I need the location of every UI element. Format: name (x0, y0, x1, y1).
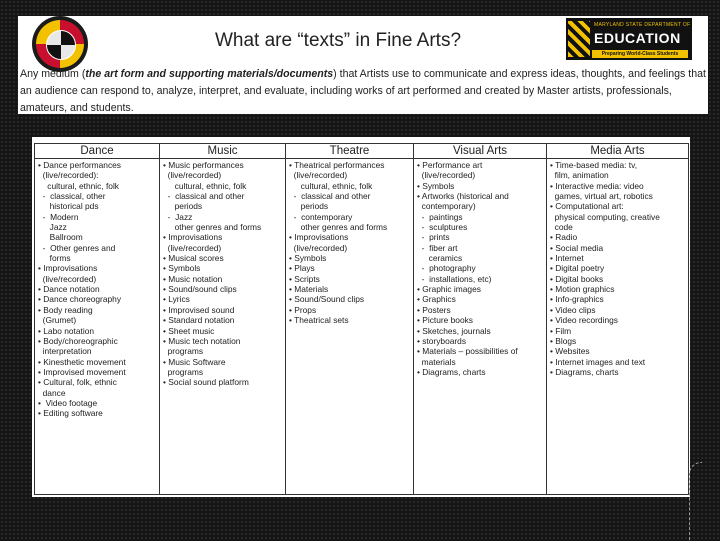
list-item: • Symbols (163, 263, 201, 274)
list-item: • Music tech notation (163, 335, 241, 346)
definition-text (20, 66, 706, 117)
list-item: dance (38, 387, 66, 398)
list-item: • Graphics (417, 294, 456, 305)
list-item: - classical and other (289, 191, 371, 202)
list-item: • Sound/Sound clips (289, 294, 365, 305)
list-item: periods (289, 201, 329, 212)
list-item: • Sheet music (163, 325, 215, 336)
decorative-corner-line (689, 462, 702, 541)
maryland-seal-logo (32, 16, 88, 72)
column-heading-theatre: Theatre (286, 144, 414, 159)
column-heading-visual-arts: Visual Arts (414, 144, 547, 159)
list-item: • Motion graphics (550, 284, 615, 295)
list-item: other genres and forms (289, 222, 388, 233)
list-item: - contemporary (289, 211, 353, 222)
list-item: - classical and other (163, 191, 245, 202)
list-item: periods (163, 201, 203, 212)
list-item: • Digital poetry (550, 263, 605, 274)
msde-stripes-icon (568, 21, 590, 57)
list-item: • Video clips (550, 304, 596, 315)
list-item: • Info-graphics (550, 294, 604, 305)
list-item: • Theatrical sets (289, 315, 349, 326)
list-item: • Social sound platform (163, 377, 249, 388)
list-item: - sculptures (417, 222, 468, 233)
msde-logo-top-text: MARYLAND STATE DEPARTMENT OF (594, 22, 691, 28)
list-item: • Theatrical performances (289, 160, 385, 170)
dance-cell (35, 159, 160, 495)
list-item: • Posters (417, 304, 451, 315)
list-item: (live/recorded) (289, 170, 348, 181)
list-item: • Props (289, 304, 317, 315)
list-item: forms (38, 253, 71, 264)
list-item: • Materials (289, 284, 329, 295)
list-item: (live/recorded) (38, 273, 97, 284)
list-item: • Standard notation (163, 315, 235, 326)
list-item: • Kinesthetic movement (38, 356, 126, 367)
list-item: • Film (550, 325, 572, 336)
list-item: code (550, 222, 573, 233)
table-header-row (35, 144, 689, 159)
header-panel (18, 16, 708, 114)
list-item: • Radio (550, 232, 578, 243)
media-arts-cell (547, 159, 689, 495)
list-item: (live/recorded) (417, 170, 476, 181)
list-item: • Plays (289, 263, 315, 274)
table-panel (32, 137, 690, 497)
list-item: • Dance notation (38, 284, 100, 295)
list-item: • Music performances (163, 160, 244, 170)
definition-part-3: ) that Artists use to communicate and express ideas, thoughts, and feelings that an audience can respond to, analyze, interpret, and evaluate, including works of art performed and created by Master artists, professionals, amateurs, and students. (20, 68, 706, 114)
list-item: Ballroom (38, 232, 83, 243)
list-item: - Other genres and (38, 242, 116, 253)
list-item: - Modern (38, 211, 79, 222)
list-item: other genres and forms (163, 222, 262, 233)
list-item: • Social media (550, 242, 604, 253)
list-item: • Interactive media: video (550, 180, 644, 191)
list-item: • Picture books (417, 315, 473, 326)
list-item: (live/recorded) (163, 170, 222, 181)
list-item: programs (163, 366, 204, 377)
list-item: film, animation (550, 170, 609, 181)
list-item: • Internet images and text (550, 356, 646, 367)
list-item: • Music notation (163, 273, 223, 284)
list-item: programs (163, 346, 204, 357)
list-item: • Graphic images (417, 284, 481, 295)
list-item: • Computational art: (550, 201, 624, 212)
list-item: ceramics (417, 253, 463, 264)
msde-logo (566, 18, 692, 60)
list-item: • Artworks (historical and (417, 191, 509, 202)
list-item: physical computing, creative (550, 211, 660, 222)
list-item: - paintings (417, 211, 463, 222)
list-item: • Internet (550, 253, 584, 264)
msde-logo-main-text: EDUCATION (594, 30, 681, 46)
column-heading-music: Music (160, 144, 286, 159)
list-item: • Diagrams, charts (550, 366, 619, 377)
definition-part-1: Any medium ( (20, 68, 86, 80)
list-item: historical pds (38, 201, 99, 212)
list-item: • Video footage (38, 397, 98, 408)
list-item: (live/recorded): (38, 170, 99, 181)
list-item: materials (417, 356, 456, 367)
list-item: Jazz (38, 222, 67, 233)
list-item: (Grumet) (38, 315, 77, 326)
list-item: interpretation (38, 346, 92, 357)
list-item: • Time-based media: tv, (550, 160, 638, 170)
list-item: • Dance performances (38, 160, 121, 170)
list-item: • Blogs (550, 335, 577, 346)
list-item: (live/recorded) (163, 242, 222, 253)
list-item: cultural, ethnic, folk (163, 180, 247, 191)
list-item: • Performance art (417, 160, 483, 170)
list-item: - installations, etc) (417, 273, 492, 284)
list-item: • Editing software (38, 408, 103, 419)
list-item: - fiber art (417, 242, 458, 253)
list-item: • Dance choreography (38, 294, 122, 305)
list-item: games, virtual art, robotics (550, 191, 653, 202)
list-item: - photography (417, 263, 476, 274)
list-item: (live/recorded) (289, 242, 348, 253)
definition-emphasis: the art form and supporting materials/documents (85, 68, 334, 80)
list-item: • Cultural, folk, ethnic (38, 377, 117, 388)
list-item: cultural, ethnic, folk (289, 180, 373, 191)
list-item: • Video recordings (550, 315, 618, 326)
list-item: • Websites (550, 346, 590, 357)
list-item: - Jazz (163, 211, 193, 222)
list-item: • Sketches, journals (417, 325, 491, 336)
list-item: • Labo notation (38, 325, 95, 336)
list-item: - classical, other (38, 191, 106, 202)
list-item: • Sound/sound clips (163, 284, 237, 295)
visual-arts-cell (414, 159, 547, 495)
list-item: • Body/choreographic (38, 335, 118, 346)
msde-logo-tagline: Preparing World-Class Students (592, 50, 688, 58)
list-item: • Music Software (163, 356, 226, 367)
list-item: - prints (417, 232, 450, 243)
music-cell (160, 159, 286, 495)
list-item: • Symbols (289, 253, 327, 264)
list-item: • Symbols (417, 180, 455, 191)
page-title: What are “texts” in Fine Arts? (214, 30, 462, 51)
list-item: cultural, ethnic, folk (38, 180, 119, 191)
list-item: • Improvisations (38, 263, 98, 274)
list-item: • Improvised sound (163, 304, 235, 315)
list-item: contemporary) (417, 201, 476, 212)
list-item: • Scripts (289, 273, 320, 284)
list-item: • Materials – possibilities of (417, 346, 518, 357)
column-heading-dance: Dance (35, 144, 160, 159)
seal-core (46, 30, 76, 60)
list-item: • Improvised movement (38, 366, 126, 377)
theatre-cell (286, 159, 414, 495)
list-item: • Improvisations (163, 232, 223, 243)
fine-arts-texts-table (34, 143, 689, 495)
list-item: • Body reading (38, 304, 93, 315)
list-item: • Improvisations (289, 232, 349, 243)
list-item: • Digital books (550, 273, 604, 284)
list-item: • storyboards (417, 335, 467, 346)
list-item: • Lyrics (163, 294, 190, 305)
list-item: • Diagrams, charts (417, 366, 486, 377)
list-item: • Musical scores (163, 253, 224, 264)
column-heading-media-arts: Media Arts (547, 144, 689, 159)
table-row (35, 159, 689, 495)
